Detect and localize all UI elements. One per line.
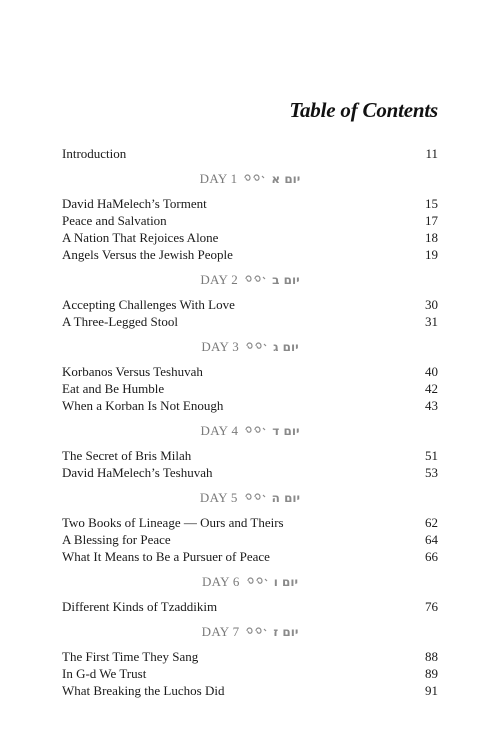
toc-entry-page: 91 [425,683,438,698]
toc-entry[interactable] [62,548,438,565]
toc-entry-label: Introduction [62,146,127,161]
toc-entry[interactable] [62,212,438,229]
toc-entry-label: A Nation That Rejoices Alone [62,230,219,245]
day-label: DAY 7 [201,624,240,639]
toc-entry-label: Peace and Salvation [62,213,167,228]
day-section [62,487,438,565]
toc-entry-page: 30 [425,297,438,312]
toc-entry-introduction[interactable] [62,145,438,162]
toc-entry-page: 62 [425,515,438,530]
day-heading [62,571,438,593]
days-container [62,168,438,699]
toc-entry-label: The First Time They Sang [62,649,199,664]
day-label: DAY 6 [201,574,240,589]
toc-entry-label: Accepting Challenges With Love [62,297,235,312]
toc-entry[interactable] [62,195,438,212]
toc-entry-page: 64 [425,532,438,547]
day-heading [62,168,438,190]
ornament-icon [244,492,266,505]
toc-entry-page: 66 [425,549,438,564]
day-label: DAY 4 [200,423,239,438]
toc-entry-label: In G-d We Trust [62,666,147,681]
day-label: DAY 1 [199,171,238,186]
day-label: DAY 5 [199,490,238,505]
toc-entry-page: 40 [425,364,438,379]
toc-entry-page: 76 [425,599,438,614]
toc-entry[interactable] [62,531,438,548]
day-heading [62,621,438,643]
toc-entry-label: A Three-Legged Stool [62,314,179,329]
day-section [62,420,438,481]
toc-entry-label: Angels Versus the Jewish People [62,247,233,262]
toc-entry-label: Eat and Be Humble [62,381,165,396]
toc-entry[interactable] [62,313,438,330]
toc-entry[interactable] [62,665,438,682]
toc-entry-page: 18 [425,230,438,245]
toc-entry-label: Different Kinds of Tzaddikim [62,599,218,614]
toc-entry-label: David HaMelech’s Torment [62,196,207,211]
hebrew-day-label: יום ג [273,340,299,354]
day-section [62,269,438,330]
toc-entry[interactable] [62,648,438,665]
day-heading [62,336,438,358]
toc-entry[interactable] [62,246,438,263]
toc-entry[interactable] [62,514,438,531]
day-label: DAY 3 [201,339,240,354]
day-heading [62,269,438,291]
hebrew-day-label: יום א [271,172,301,186]
toc-entry[interactable] [62,464,438,481]
toc-entry[interactable] [62,296,438,313]
day-section [62,336,438,414]
toc-entry-label: A Blessing for Peace [62,532,171,547]
hebrew-day-label: יום ד [272,424,300,438]
toc-entry-page: 43 [425,398,438,413]
day-section [62,571,438,615]
ornament-icon [245,626,267,639]
toc-entry-page: 89 [425,666,438,681]
toc-entry-page: 53 [425,465,438,480]
day-section [62,168,438,263]
hebrew-day-label: יום ו [273,575,299,589]
toc-entry-page: 17 [425,213,438,228]
ornament-icon [244,425,266,438]
day-section [62,621,438,699]
table-of-contents [62,145,438,705]
day-label: DAY 2 [200,272,239,287]
hebrew-day-label: יום ה [271,491,301,505]
day-heading [62,487,438,509]
toc-entry-page: 19 [425,247,438,262]
toc-entry-label: What It Means to Be a Pursuer of Peace [62,549,270,564]
toc-entry-page: 88 [425,649,438,664]
toc-entry[interactable] [62,229,438,246]
toc-entry-page: 42 [425,381,438,396]
ornament-icon [243,173,265,186]
day-heading [62,420,438,442]
toc-entry-label: When a Korban Is Not Enough [62,398,224,413]
toc-entry[interactable] [62,380,438,397]
toc-entry-page: 15 [425,196,438,211]
page-title: Table of Contents [289,98,438,122]
hebrew-day-label: יום ז [273,625,299,639]
toc-entry-label: Korbanos Versus Teshuvah [62,364,203,379]
toc-entry[interactable] [62,682,438,699]
toc-entry[interactable] [62,397,438,414]
toc-entry-label: The Secret of Bris Milah [62,448,192,463]
ornament-icon [246,576,268,589]
ornament-icon [244,274,266,287]
toc-entry-page: 51 [425,448,438,463]
toc-entry-page: 31 [425,314,438,329]
toc-entry[interactable] [62,598,438,615]
toc-entry-page: 11 [425,146,438,161]
hebrew-day-label: יום ב [272,273,300,287]
ornament-icon [245,341,267,354]
toc-entry[interactable] [62,363,438,380]
toc-entry-label: David HaMelech’s Teshuvah [62,465,213,480]
toc-entry-label: What Breaking the Luchos Did [62,683,225,698]
toc-entry-label: Two Books of Lineage — Ours and Theirs [62,515,284,530]
toc-entry[interactable] [62,447,438,464]
